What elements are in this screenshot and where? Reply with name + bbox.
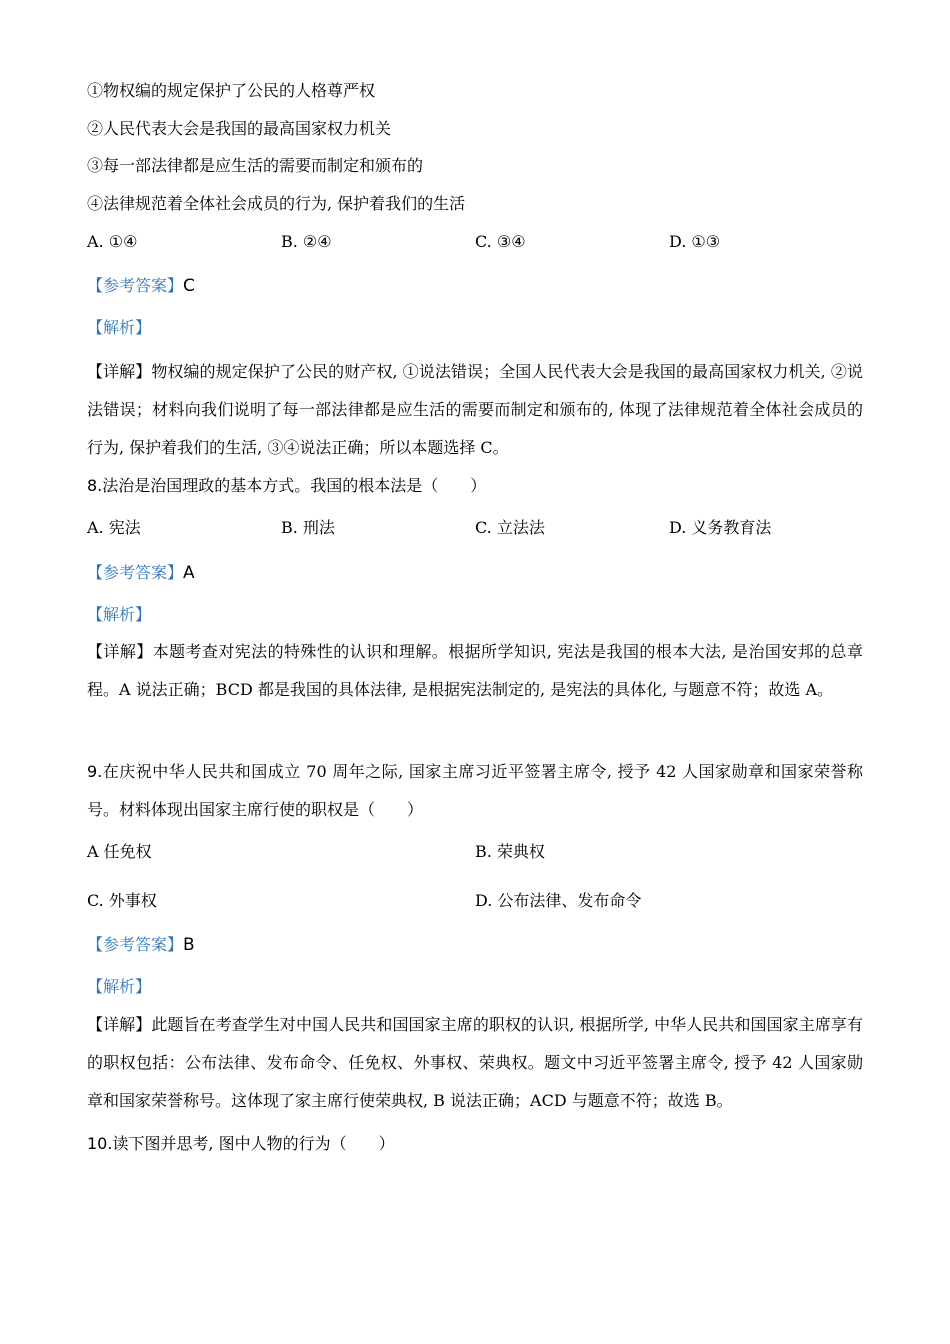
q8-stem [87,475,486,497]
q10-stem-text: 读下图并思考, 图中人物的行为（ ） [112,1134,395,1153]
q9-stem-text: 在庆祝中华人民共和国成立 70 周年之际, 国家主席习近平签署主席令, 授予 42 人国家勋章和国家荣誉称号。材料体现出国家主席行使的职权是（ ） [87,762,863,819]
q7-option-a: A. ①④ [87,232,138,251]
q7-detail-tag: 【详解】 [87,362,152,381]
q7-detail-text: 物权编的规定保护了公民的财产权, ①说法错误；全国人民代表大会是我国的最高国家权力机关, ②说法错误；材料向我们说明了每一部法律都是应生活的需要而制定和颁布的, 体现了法律规范着全体社会成员的行为, 保护着我们的生活, ③④说法正确；所以本题选择 C。 [87,362,863,457]
q10-number: 10. [87,1134,113,1153]
q8-detail [87,633,863,709]
q8-stem-text: 法治是治国理政的基本方式。我国的根本法是（ ） [102,476,487,495]
q8-answer-tag: 【参考答案】 [87,563,184,582]
q7-statement-4: ④法律规范着全体社会成员的行为, 保护着我们的生活 [87,194,466,213]
q8-detail-text: 本题考查对宪法的特殊性的认识和理解。根据所学知识, 宪法是我国的根本大法, 是治国安邦的总章程。A 说法正确；BCD 都是我国的具体法律, 是根据宪法制定的, 是宪法的具体化, 与题意不符；故选 A。 [87,642,863,699]
q9-analysis-tag: 【解析】 [87,977,152,996]
q7-answer-tag: 【参考答案】 [87,276,184,295]
q10-stem [87,1133,395,1155]
q9-answer-line [87,934,195,956]
q9-detail [87,1006,863,1120]
q7-option-c: C. ③④ [475,232,526,251]
q8-answer-line [87,562,195,584]
q9-number: 9. [87,762,103,781]
q8-option-d: D. 义务教育法 [669,518,772,537]
q7-statement-2: ②人民代表大会是我国的最高国家权力机关 [87,119,392,138]
q7-statement-3: ③每一部法律都是应生活的需要而制定和颁布的 [87,156,424,175]
q8-answer-value: A [183,563,195,583]
q7-detail [87,353,863,467]
q8-number: 8. [87,476,103,495]
q9-option-b: B. 荣典权 [475,842,545,861]
q8-analysis-tag: 【解析】 [87,605,152,624]
q9-option-d: D. 公布法律、发布命令 [475,891,642,910]
q7-option-b: B. ②④ [281,232,332,251]
q8-detail-tag: 【详解】 [87,642,153,661]
q9-option-c: C. 外事权 [87,891,157,910]
q9-detail-text: 此题旨在考查学生对中国人民共和国国家主席的职权的认识, 根据所学, 中华人民共和国国家主席享有的职权包括：公布法律、发布命令、任免权、外事权、荣典权。题文中习近平签署主席令, 授予 42 人国家勋章和国家荣誉称号。这体现了家主席行使荣典权, B 说法正确；ACD 与题意不符；故选 B。 [87,1015,863,1110]
q7-answer-value: C [183,276,195,296]
q7-answer-line [87,275,195,297]
q9-stem [87,753,863,829]
q9-option-a: A 任免权 [87,842,152,861]
q9-answer-tag: 【参考答案】 [87,935,184,954]
q9-detail-tag: 【详解】 [87,1015,152,1034]
q7-option-d: D. ①③ [669,232,721,251]
q8-option-b: B. 刑法 [281,518,335,537]
q9-answer-value: B [183,935,195,955]
q7-statement-1: ①物权编的规定保护了公民的人格尊严权 [87,81,376,100]
q8-option-a: A. 宪法 [87,518,141,537]
q7-analysis-tag: 【解析】 [87,318,152,337]
q8-option-c: C. 立法法 [475,518,545,537]
